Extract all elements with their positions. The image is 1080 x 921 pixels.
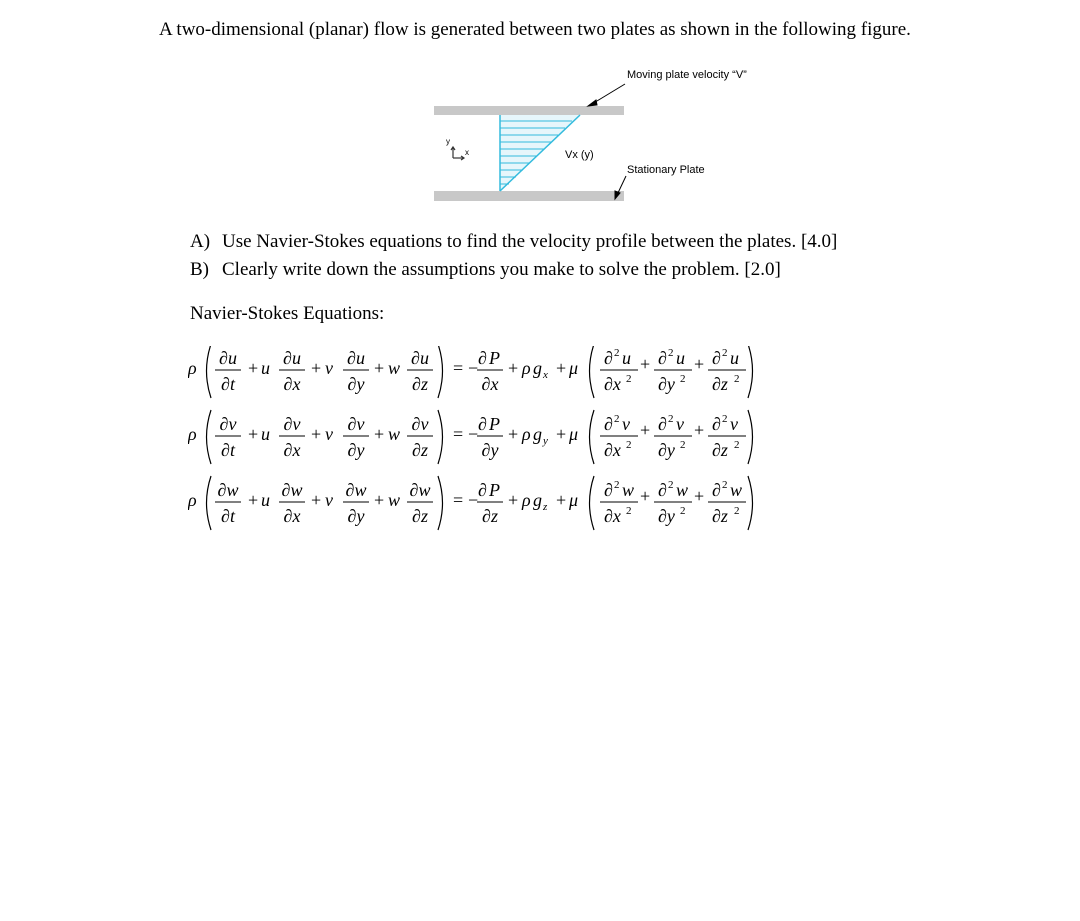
equation-w-rparen [438, 476, 443, 530]
equation-u-dy-denominator: ∂y [347, 374, 365, 394]
equation-v-lparen [207, 410, 212, 464]
equation-w-p-denominator: ∂z [482, 506, 498, 526]
equation-v-plus5: + [556, 424, 567, 444]
equation-w-lap-x-den-square: 2 [626, 505, 632, 517]
equation-v-dx-numerator: ∂v [283, 414, 301, 434]
equation-v-lap-z-num-var: v [730, 414, 738, 434]
equation-v-p-var: P [489, 414, 500, 434]
equation-v-plus1: + [248, 424, 259, 444]
equation-u-lap-y-num-partial: ∂ [658, 348, 667, 368]
equation-v-lap-z-den-square: 2 [734, 439, 740, 451]
equation-u-rparen [438, 346, 443, 398]
equation-v-g: g [533, 424, 542, 444]
equation-w-dx-denominator: ∂x [283, 506, 301, 526]
equation-v-dz-denominator: ∂z [412, 440, 428, 460]
equation-v-lap-x-num-square: 2 [614, 413, 620, 425]
equation-v-lap-x-num-var: v [622, 414, 630, 434]
equation-u-lparen [207, 346, 212, 398]
question-b [190, 259, 781, 281]
moving-plate-label: Moving plate velocity “V” [627, 69, 747, 81]
equation-u-rho2: ρ [522, 358, 531, 378]
equation-u-plus5: + [556, 358, 567, 378]
equation-u-lap-lparen [590, 346, 595, 398]
equation-u-p-denominator: ∂x [481, 374, 499, 394]
equation-w-dz-numerator: ∂w [409, 480, 431, 500]
equation-w-dy-numerator: ∂w [345, 480, 367, 500]
equation-v-mu: μ [569, 424, 579, 444]
equation-u-mu: μ [569, 358, 579, 378]
equation-w-lap-z-num-var: w [730, 480, 743, 500]
equation-u-plus4: + [508, 358, 519, 378]
equation-u-plus6: + [640, 354, 651, 374]
question-a [190, 231, 837, 253]
equation-u-dt-numerator: ∂u [219, 348, 237, 368]
flow-diagram [420, 62, 760, 212]
equation-u-lap-x-num-square: 2 [614, 347, 620, 359]
leader-arrows [588, 84, 626, 199]
equation-w-lap-rparen [748, 476, 753, 530]
equation-v-lap-y-den-square: 2 [680, 439, 686, 451]
equation-w-plus4: + [508, 490, 519, 510]
equation-v-dy-numerator: ∂v [347, 414, 365, 434]
equation-u-lap-y-denominator: ∂y [658, 374, 675, 394]
equation-u-coef-w: w [388, 358, 401, 378]
question-b-text: Clearly write down the assumptions you make to solve the problem. [2.0] [222, 259, 781, 280]
equation-v-g-sub: y [543, 435, 548, 447]
equation-w-plus3: + [374, 490, 385, 510]
equation-u-lap-z-num-square: 2 [722, 347, 728, 359]
equation-w-p-var: P [489, 480, 500, 500]
equation-v-dx-denominator: ∂x [283, 440, 301, 460]
equation-w-g-sub: z [543, 501, 548, 513]
problem-intro: A two-dimensional (planar) flow is generated between two plates as shown in the following figure. [159, 19, 911, 40]
equation-v-lap-lparen [590, 410, 595, 464]
equation-w-lap-x-num-partial: ∂ [604, 480, 613, 500]
equation-v-dz-numerator: ∂v [411, 414, 429, 434]
equation-v-plus6: + [640, 420, 651, 440]
equation-w-p-partial: ∂ [478, 480, 487, 500]
equation-v-coef-w: w [388, 424, 401, 444]
equation-v-p-denominator: ∂y [481, 440, 499, 460]
equation-u-equals: = [453, 358, 464, 378]
equation-v-lap-z-num-partial: ∂ [712, 414, 721, 434]
equation-u-lap-x-num-var: u [622, 348, 631, 368]
equation-u-lap-y-den-square: 2 [680, 373, 686, 385]
equation-v-plus7: + [694, 420, 705, 440]
equation-w-plus6: + [640, 486, 651, 506]
equation-w-dy-denominator: ∂y [347, 506, 365, 526]
equation-u-lap-y-num-square: 2 [668, 347, 674, 359]
equation-v-plus4: + [508, 424, 519, 444]
equation-w-lap-y-denominator: ∂y [658, 506, 675, 526]
equation-u-p-partial: ∂ [478, 348, 487, 368]
equation-w-dz-denominator: ∂z [412, 506, 428, 526]
equation-v-lap-y-num-partial: ∂ [658, 414, 667, 434]
equation-v-lap-x-num-partial: ∂ [604, 414, 613, 434]
equation-w-lap-lparen [590, 476, 595, 530]
equation-u-dz-denominator: ∂z [412, 374, 428, 394]
equation-u-lap-z-num-var: u [730, 348, 739, 368]
profile-label: Vx (y) [565, 149, 594, 161]
equation-w-plus2: + [311, 490, 322, 510]
equation-v-dt-denominator: ∂t [221, 440, 235, 460]
question-a-text: Use Navier-Stokes equations to find the velocity profile between the plates. [4.0] [222, 231, 838, 252]
equation-w-lap-x-num-var: w [622, 480, 635, 500]
equation-v-minus: − [468, 424, 479, 444]
equation-u-lap-y-num-var: u [676, 348, 685, 368]
equation-v-p-partial: ∂ [478, 414, 487, 434]
equation-v-dy-denominator: ∂y [347, 440, 365, 460]
equation-w-lap-y-num-square: 2 [668, 479, 674, 491]
equation-u-plus1: + [248, 358, 259, 378]
equation-w-coef-v: v [325, 490, 333, 510]
equation-w-plus7: + [694, 486, 705, 506]
equation-w-lparen [207, 476, 212, 530]
equation-w-dx-numerator: ∂w [281, 480, 303, 500]
equation-w-dt-numerator: ∂w [217, 480, 239, 500]
axes-icon [451, 147, 464, 160]
equation-u-lap-rparen [748, 346, 753, 398]
equation-v-plus3: + [374, 424, 385, 444]
equation-v-rho2: ρ [522, 424, 531, 444]
equation-u-dy-numerator: ∂u [347, 348, 365, 368]
equation-v-lap-y-num-var: v [676, 414, 684, 434]
equation-u-p-var: P [489, 348, 500, 368]
equation-u-g-sub: x [543, 369, 548, 381]
question-a-label: A) [190, 231, 211, 252]
equation-w-dt-denominator: ∂t [221, 506, 235, 526]
equation-w-rho2: ρ [522, 490, 531, 510]
stationary-plate-label: Stationary Plate [627, 164, 705, 176]
equation-u-lap-x-num-partial: ∂ [604, 348, 613, 368]
equation-u-lap-z-den-square: 2 [734, 373, 740, 385]
equation-w-lap-z-num-square: 2 [722, 479, 728, 491]
equation-u-coef-u: u [261, 358, 270, 378]
equation-w-rho: ρ [188, 490, 197, 510]
equation-v-lap-z-num-square: 2 [722, 413, 728, 425]
axis-y-label: y [446, 137, 450, 146]
equation-v-dt-numerator: ∂v [219, 414, 237, 434]
stationary-plate [434, 191, 624, 201]
equation-v-plus2: + [311, 424, 322, 444]
equation-w-lap-z-den-square: 2 [734, 505, 740, 517]
equation-u-dz-numerator: ∂u [411, 348, 429, 368]
equation-u-plus3: + [374, 358, 385, 378]
equation-w-lap-z-denominator: ∂z [712, 506, 728, 526]
equation-w-mu: μ [569, 490, 579, 510]
equation-u-dx-denominator: ∂x [283, 374, 301, 394]
equation-u-minus: − [468, 358, 479, 378]
equation-v-coef-v: v [325, 424, 333, 444]
equation-u-g: g [533, 358, 542, 378]
equation-w-plus1: + [248, 490, 259, 510]
equation-w-lap-z-num-partial: ∂ [712, 480, 721, 500]
equation-v-lap-x-den-square: 2 [626, 439, 632, 451]
equation-w-lap-y-den-square: 2 [680, 505, 686, 517]
equation-v-rho: ρ [188, 424, 197, 444]
equation-w-g: g [533, 490, 542, 510]
equation-w-coef-w: w [388, 490, 401, 510]
equation-w-lap-x-denominator: ∂x [604, 506, 621, 526]
axis-x-label: x [465, 148, 469, 157]
equation-w-plus5: + [556, 490, 567, 510]
equation-v-lap-z-denominator: ∂z [712, 440, 728, 460]
equation-w-lap-y-num-partial: ∂ [658, 480, 667, 500]
equation-u-plus7: + [694, 354, 705, 374]
question-b-label: B) [190, 259, 209, 280]
equation-w-lap-y-num-var: w [676, 480, 689, 500]
moving-plate [434, 106, 624, 115]
equation-w-equals: = [453, 490, 464, 510]
equation-u-lap-x-den-square: 2 [626, 373, 632, 385]
equation-u-lap-z-num-partial: ∂ [712, 348, 721, 368]
equation-u-lap-z-denominator: ∂z [712, 374, 728, 394]
equation-v-rparen [438, 410, 443, 464]
navier-stokes-equations [188, 346, 808, 546]
equation-u-dt-denominator: ∂t [221, 374, 235, 394]
equation-w-minus: − [468, 490, 479, 510]
equation-v-lap-y-num-square: 2 [668, 413, 674, 425]
equation-u-plus2: + [311, 358, 322, 378]
equation-u-dx-numerator: ∂u [283, 348, 301, 368]
equation-u-lap-x-denominator: ∂x [604, 374, 621, 394]
equations-heading: Navier-Stokes Equations: [190, 303, 385, 324]
equation-u-coef-v: v [325, 358, 333, 378]
equation-v-lap-x-denominator: ∂x [604, 440, 621, 460]
equation-v-lap-y-denominator: ∂y [658, 440, 675, 460]
equation-v-coef-u: u [261, 424, 270, 444]
equation-w-lap-x-num-square: 2 [614, 479, 620, 491]
equation-v-lap-rparen [748, 410, 753, 464]
equation-v-equals: = [453, 424, 464, 444]
equation-w-coef-u: u [261, 490, 270, 510]
equation-u-rho: ρ [188, 358, 197, 378]
